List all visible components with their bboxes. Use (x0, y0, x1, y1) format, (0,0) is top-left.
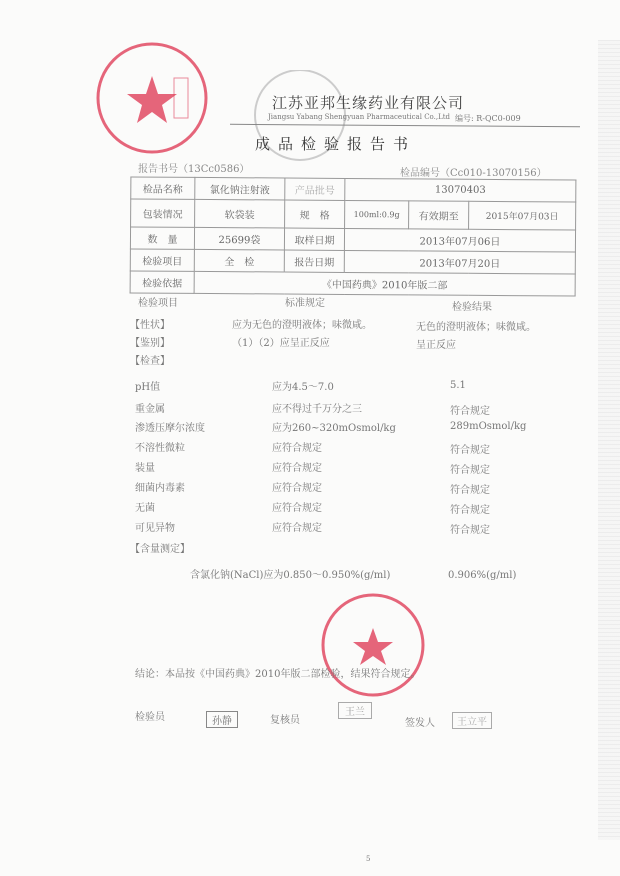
specification: 100ml:0.9g (345, 200, 409, 228)
doc-code: 编号: R-QC0-009 (455, 114, 521, 123)
sampling-date: 2013年07月06日 (344, 228, 575, 252)
assay-standard: 含氯化钠(NaCl)应为0.850～0.950%(g/ml) (190, 570, 391, 581)
result-standard: （1）（2）应呈正反应 (232, 338, 330, 349)
inspector-label: 检验员 (135, 712, 165, 723)
result-item: 【鉴别】 (130, 338, 170, 349)
expiry-date: 2015年07月03日 (469, 201, 576, 230)
result-item: 不溶性微粒 (135, 443, 185, 454)
company-seal-left (92, 38, 212, 158)
reviewer-label: 复核员 (270, 715, 300, 726)
col-header-result: 检验结果 (452, 302, 492, 313)
batch-number: 13070403 (345, 178, 576, 202)
company-seal-right (318, 590, 428, 700)
label: 规 格 (285, 200, 345, 228)
result-item: 【检查】 (130, 356, 170, 367)
label: 产品批号 (285, 178, 345, 200)
report-number: 报告书号（13Cc0586） (138, 164, 250, 175)
result-standard: 应为无色的澄明液体；味微咸。 (232, 320, 372, 331)
result-value: 符合规定 (450, 505, 490, 516)
result-item: pH值 (135, 382, 161, 393)
page-number: 5 (366, 855, 371, 863)
info-table (130, 176, 577, 296)
label: 有效期至 (409, 201, 469, 229)
result-standard: 应符合规定 (272, 503, 322, 514)
result-standard: 应不得过千万分之三 (272, 404, 362, 415)
packaging: 软袋装 (195, 199, 285, 228)
result-value: 289mOsmol/kg (450, 421, 527, 432)
result-item: 无菌 (135, 503, 155, 514)
label: 取样日期 (284, 228, 344, 250)
label: 检品名称 (131, 177, 195, 199)
result-item: 细菌内毒素 (135, 483, 185, 494)
inspection-basis: 《中国药典》2010年版二部 (194, 271, 575, 296)
quantity: 25699袋 (194, 227, 284, 250)
report-date: 2013年07月20日 (344, 250, 575, 274)
result-value: 5.1 (450, 380, 466, 391)
result-standard: 应符合规定 (272, 443, 322, 454)
company-name: 江苏亚邦生缘药业有限公司 (272, 94, 465, 112)
label: 检验依据 (130, 271, 194, 293)
company-name-en: Jiangsu Yabang Shengyuan Pharmaceutical Co.,Ltd (268, 113, 451, 121)
assay-result: 0.906%(g/ml) (448, 570, 517, 581)
label: 报告日期 (284, 250, 344, 272)
label: 数 量 (130, 227, 194, 249)
result-standard: 应符合规定 (272, 483, 322, 494)
result-item: 重金属 (135, 404, 165, 415)
result-value: 符合规定 (450, 525, 490, 536)
result-item: 【含量测定】 (130, 544, 190, 555)
result-standard: 应符合规定 (272, 463, 322, 474)
col-header-item: 检验项目 (138, 298, 178, 309)
result-value: 符合规定 (450, 445, 490, 456)
label: 包装情况 (131, 199, 195, 227)
result-item: 【性状】 (130, 320, 170, 331)
result-standard: 应符合规定 (272, 523, 322, 534)
result-item: 装量 (135, 463, 155, 474)
result-value: 呈正反应 (416, 340, 456, 351)
result-standard: 应为260~320mOsmol/kg (272, 423, 396, 434)
product-name: 氯化钠注射液 (195, 177, 285, 200)
conclusion: 结论：本品按《中国药典》2010年版二部检验，结果符合规定。 (135, 669, 421, 680)
result-value: 符合规定 (450, 465, 490, 476)
issuer-label: 签发人 (405, 718, 435, 729)
page-title: 成品检验报告书 (255, 135, 417, 153)
result-standard: 应为4.5～7.0 (272, 382, 334, 393)
result-item: 渗透压摩尔浓度 (135, 423, 205, 434)
scan-edge (598, 40, 620, 840)
result-value: 符合规定 (450, 406, 490, 417)
inspector-signature: 孙静 (206, 711, 238, 728)
result-value: 无色的澄明液体；味微咸。 (416, 322, 536, 333)
reviewer-signature: 王兰 (338, 702, 372, 719)
result-value: 符合规定 (450, 485, 490, 496)
inspection-scope: 全 检 (194, 249, 284, 272)
result-item: 可见异物 (135, 523, 175, 534)
label: 检验项目 (130, 249, 194, 271)
sample-number: 检品编号（Cc010-13070156） (400, 168, 547, 179)
col-header-standard: 标准规定 (285, 298, 325, 309)
issuer-signature: 王立平 (452, 712, 492, 729)
